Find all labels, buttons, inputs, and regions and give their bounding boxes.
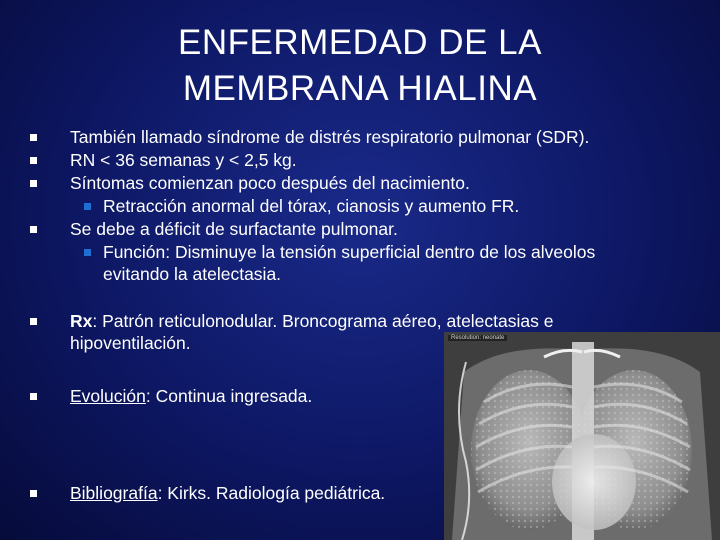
rx-label: Rx [70, 311, 93, 331]
bullet-text: Se debe a déficit de surfactante pulmonar. [70, 219, 398, 239]
square-bullet-icon [30, 180, 37, 187]
bullet-text: Síntomas comienzan poco después del nacimiento. [70, 173, 470, 193]
slide-title [0, 20, 720, 112]
square-bullet-icon [30, 318, 37, 325]
evolucion-text: : Continua ingresada. [145, 386, 313, 406]
rx-text-line-2: hipoventilación. [70, 333, 191, 353]
rx-text: : Patrón reticulonodular. Broncograma aéreo, atelectasias e [92, 311, 554, 331]
chest-xray-image [444, 332, 720, 540]
title-line-1: ENFERMEDAD DE LA [178, 23, 542, 62]
square-bullet-icon [30, 393, 37, 400]
bibliografia-text: : Kirks. Radiología pediátrica. [157, 483, 386, 503]
square-bullet-icon [30, 157, 37, 164]
bibliografia-label: Bibliografía [70, 483, 158, 503]
square-bullet-icon [30, 134, 37, 141]
evolucion-label: Evolución [70, 386, 146, 406]
sub-bullet-line-1: Función: Disminuye la tensión superficial dentro de los alveolos [103, 242, 596, 262]
title-line-2: MEMBRANA HIALINA [182, 69, 538, 108]
square-bullet-icon [30, 226, 37, 233]
bullet-text: RN < 36 semanas y < 2,5 kg. [70, 150, 297, 170]
square-bullet-icon [30, 490, 37, 497]
square-bullet-icon [84, 249, 91, 256]
sub-bullet-text: Retracción anormal del tórax, cianosis y aumento FR. [103, 196, 520, 216]
sub-bullet-text [103, 241, 673, 285]
chest-xray-graphic [444, 332, 720, 540]
sub-bullet-line-2: evitando la atelectasia. [103, 264, 282, 284]
xray-label: Resolution: neonate [448, 335, 507, 341]
bullet-text: También llamado síndrome de distrés respiratorio pulmonar (SDR). [70, 127, 590, 147]
square-bullet-icon [84, 203, 91, 210]
